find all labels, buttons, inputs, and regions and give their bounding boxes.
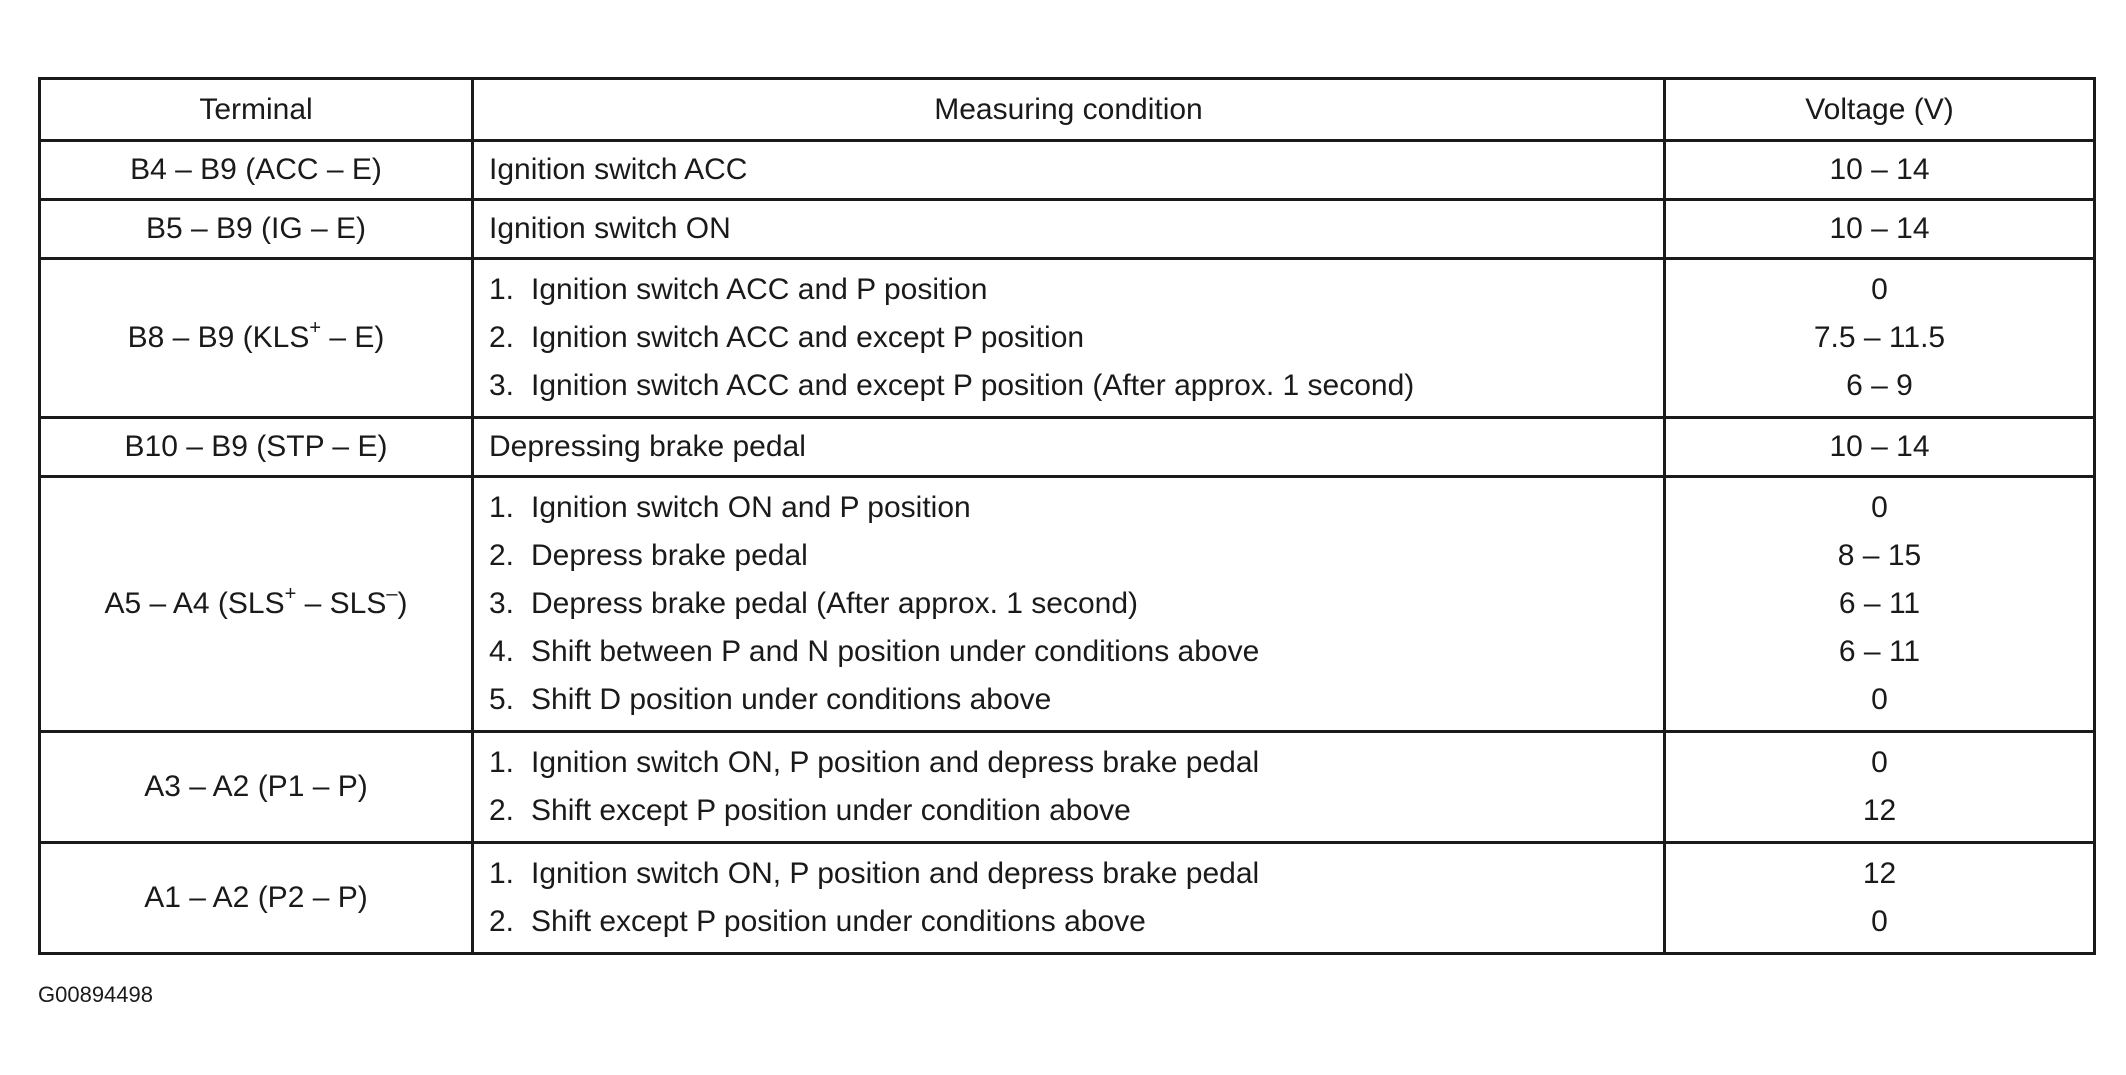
- condition-text: Ignition switch ACC: [489, 153, 748, 186]
- voltage-value: 0: [1871, 683, 1888, 716]
- table-row: [40, 732, 2095, 843]
- condition-line: [489, 787, 1663, 835]
- figure-id: G00894498: [38, 982, 153, 1007]
- voltage-value: 0: [1871, 905, 1888, 938]
- table-row: [40, 843, 2095, 954]
- condition-cell: [473, 732, 1665, 843]
- condition-text: Ignition switch ON, P position and depress brake pedal: [531, 857, 1260, 890]
- condition-line: [489, 484, 1663, 532]
- header-voltage: Voltage (V): [1665, 79, 2095, 141]
- condition-cell: [473, 200, 1665, 259]
- condition-line: [489, 676, 1663, 724]
- terminal-cell: [40, 259, 473, 418]
- voltage-value: 10 – 14: [1829, 430, 1930, 463]
- voltage-value: 6 – 11: [1838, 587, 1921, 620]
- condition-text: Shift except P position under conditions above: [531, 905, 1146, 938]
- condition-text: Ignition switch ACC and P position: [531, 273, 988, 306]
- voltage-value: 0: [1871, 746, 1888, 779]
- terminal-voltage-table: [38, 77, 2096, 955]
- condition-line: [489, 314, 1663, 362]
- voltage-cell: [1665, 843, 2095, 954]
- condition-cell: [473, 843, 1665, 954]
- terminal-part-mid: – SLS: [296, 587, 387, 620]
- voltage-value: 10 – 14: [1829, 212, 1930, 245]
- condition-line: [489, 628, 1663, 676]
- terminal-part-pre: A5 – A4 (SLS: [104, 587, 285, 620]
- table-row: [40, 477, 2095, 732]
- condition-text: Ignition switch ON and P position: [531, 491, 971, 524]
- voltage-value: 8 – 15: [1837, 539, 1922, 572]
- condition-line: [489, 201, 1663, 257]
- terminal-part-sup1: +: [309, 317, 322, 339]
- voltage-value: 0: [1871, 491, 1888, 524]
- terminal-label: [41, 874, 471, 922]
- terminal-part-sup1: +: [284, 583, 297, 605]
- condition-cell: [473, 418, 1665, 477]
- condition-line: [489, 142, 1663, 198]
- condition-line: [489, 266, 1663, 314]
- terminal-cell: [40, 141, 473, 200]
- voltage-cell: [1665, 477, 2095, 732]
- voltage-value: 0: [1871, 273, 1888, 306]
- terminal-cell: [40, 732, 473, 843]
- terminal-part-pre: B4 – B9 (ACC – E): [130, 153, 382, 186]
- condition-cell: [473, 141, 1665, 200]
- condition-line: [489, 362, 1663, 410]
- table-row: [40, 259, 2095, 418]
- voltage-value: 12: [1862, 857, 1897, 890]
- condition-text: Shift except P position under condition above: [531, 794, 1131, 827]
- terminal-label: [41, 201, 471, 257]
- condition-step-number: 2.: [489, 905, 515, 938]
- condition-text: Ignition switch ON: [489, 212, 731, 245]
- terminal-label: [41, 314, 471, 362]
- voltage-value: 12: [1862, 794, 1897, 827]
- voltage-cell: [1665, 200, 2095, 259]
- terminal-cell: [40, 418, 473, 477]
- voltage-cell: [1665, 732, 2095, 843]
- condition-text: Depressing brake pedal: [489, 430, 806, 463]
- condition-line: [489, 850, 1663, 898]
- voltage-cell: [1665, 418, 2095, 477]
- condition-step-number: 2.: [489, 321, 515, 354]
- condition-step-number: 3.: [489, 369, 515, 402]
- condition-step-number: 1.: [489, 273, 515, 306]
- condition-text: Depress brake pedal (After approx. 1 second): [531, 587, 1138, 620]
- condition-text: Shift D position under conditions above: [531, 683, 1052, 716]
- condition-text: Shift between P and N position under conditions above: [531, 635, 1260, 668]
- condition-step-number: 1.: [489, 491, 515, 524]
- terminal-part-pre: B10 – B9 (STP – E): [124, 430, 388, 463]
- condition-line: [489, 419, 1663, 475]
- terminal-part-post: ): [397, 587, 408, 620]
- header-terminal: Terminal: [40, 79, 473, 141]
- voltage-value: 7.5 – 11.5: [1813, 321, 1946, 354]
- condition-step-number: 1.: [489, 857, 515, 890]
- terminal-part-sup2: –: [386, 583, 398, 605]
- condition-text: Ignition switch ACC and except P position (After approx. 1 second): [531, 369, 1415, 402]
- table-row: [40, 418, 2095, 477]
- condition-step-number: 4.: [489, 635, 515, 668]
- terminal-label: [41, 580, 471, 628]
- condition-step-number: 2.: [489, 539, 515, 572]
- condition-cell: [473, 259, 1665, 418]
- table-row: [40, 141, 2095, 200]
- condition-step-number: 1.: [489, 746, 515, 779]
- voltage-value: 6 – 11: [1838, 635, 1921, 668]
- table-row: [40, 200, 2095, 259]
- voltage-cell: [1665, 141, 2095, 200]
- condition-line: [489, 898, 1663, 946]
- voltage-cell: [1665, 259, 2095, 418]
- terminal-cell: [40, 477, 473, 732]
- terminal-label: [41, 763, 471, 811]
- condition-step-number: 5.: [489, 683, 515, 716]
- condition-line: [489, 532, 1663, 580]
- condition-line: [489, 739, 1663, 787]
- terminal-cell: [40, 843, 473, 954]
- terminal-label: [41, 142, 471, 198]
- condition-step-number: 2.: [489, 794, 515, 827]
- condition-cell: [473, 477, 1665, 732]
- terminal-label: [41, 419, 471, 475]
- terminal-part-pre: A3 – A2 (P1 – P): [144, 770, 368, 803]
- terminal-part-pre: B5 – B9 (IG – E): [145, 212, 367, 245]
- terminal-cell: [40, 200, 473, 259]
- condition-text: Depress brake pedal: [531, 539, 808, 572]
- header-row: [40, 79, 2095, 141]
- voltage-value: 10 – 14: [1829, 153, 1930, 186]
- condition-line: [489, 580, 1663, 628]
- terminal-part-mid: – E): [321, 321, 385, 354]
- voltage-value: 6 – 9: [1846, 369, 1913, 402]
- header-measuring-condition: Measuring condition: [473, 79, 1665, 141]
- condition-text: Ignition switch ON, P position and depress brake pedal: [531, 746, 1260, 779]
- condition-step-number: 3.: [489, 587, 515, 620]
- terminal-part-pre: A1 – A2 (P2 – P): [144, 881, 368, 914]
- condition-text: Ignition switch ACC and except P position: [531, 321, 1085, 354]
- terminal-part-pre: B8 – B9 (KLS: [127, 321, 310, 354]
